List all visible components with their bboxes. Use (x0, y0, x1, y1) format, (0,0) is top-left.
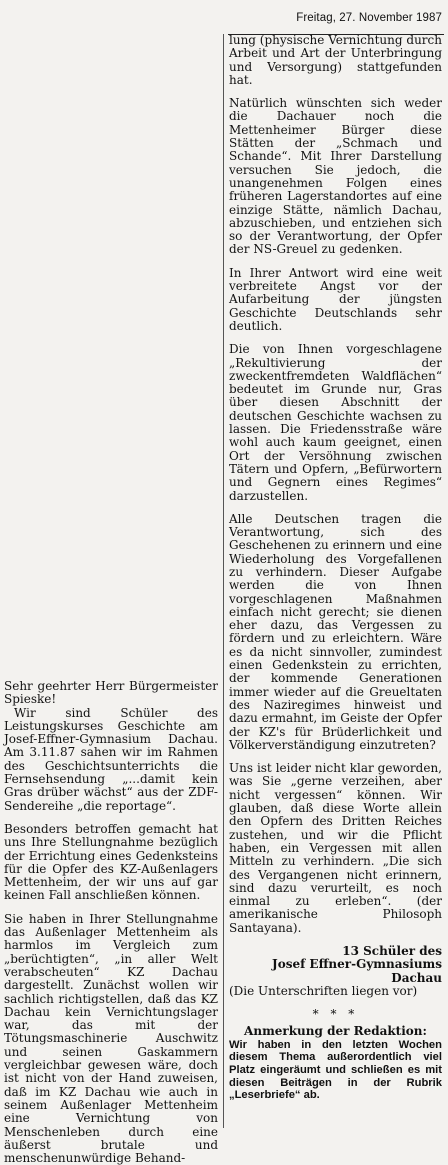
editor-note-title: Anmerkung der Redaktion: (244, 1024, 427, 1039)
right-paragraph-5: Alle Deutschen tragen die Verantwortung, sich des Geschehenen zu erinnern und eine Wiederholung des Vorgefallenen zu verhindern. Dieser Aufgabe werden die von Ihnen vorgeschlagenen Maßnahmen einfach nicht gerecht; sie dienen eher dazu, das Vergessen zu fördern und zu erleichtern. Wäre es da nicht sinnvoller, zumindest einen Gedenkstein zu errichten, der kommende Generationen immer wieder auf die Greueltaten des Naziregimes hinweist und dazu ermahnt, im Geiste der Opfer der KZ's für Brüderlichkeit und Völkerverständigung einzutreten? (229, 511, 442, 752)
editor-note-body: Wir haben in den letzten Wochen diesem Thema außerordentlich viel Platz eingeräumt und schließen es mit diesen Beiträgen in der Rubrik „Leserbriefe“ ab. (229, 1038, 442, 1102)
left-paragraph-1: Wir sind Schüler des Leistungskurses Geschichte am Josef-Effner-Gymnasium Dachau. Am 3.11.87 sahen wir im Rahmen des Geschichtsunterrichts die Fernsehsendung „...damit kein Gras drüber wächst“ aus der ZDF-Sendereihe „die reportage“. (4, 705, 218, 813)
section-stars: * * * (312, 1007, 359, 1022)
right-paragraph-3: In Ihrer Antwort wird eine weit verbreitete Angst vor der Aufarbeitung der jüngsten Geschichte Deutschlands sehr deutlich. (229, 265, 442, 333)
signature-line-1: 13 Schüler des (342, 944, 442, 958)
right-paragraph-6: Uns ist leider nicht klar geworden, was Sie „gerne verzeihen, aber nicht vergessen“ können. Wir glauben, daß diese Worte allein den Opfern des Dritten Reiches zustehen, und wir die Pflicht haben, ein Vergessen mit allen Mitteln zu verhindern. „Die sich des Vergangenen nicht erinnern, sind dazu verurteilt, es noch einmal zu erleben“. (der amerikanische Philosoph Santayana). (229, 761, 442, 935)
signature-line-2: Josef Effner-Gymnasiums (272, 957, 442, 972)
header-date: Freitag, 27. November 1987 (296, 12, 442, 24)
right-paragraph-4: Die von Ihnen vorgeschlagene „Rekultivierung der zweckentfremdeten Waldflächen“ bedeutet im Grunde nur, Gras über diesen Abschnitt der deutschen Geschichte wachsen zu lassen. Die Friedensstraße wäre wohl auch kaum geeignet, einen Ort der Versöhnung zwischen Tätern und Opfern, „Befürwortern und Gegnern eines Regimes“ darzustellen. (229, 342, 442, 503)
right-paragraph-2: Natürlich wünschten sich weder die Dachauer noch die Mettenheimer Bürger diese Stätten der „Schmach und Schande“. Mit Ihrer Darstellung versuchen Sie jedoch, die unangenehmen Folgen eines früheren Lagerstandortes auf eine einzige Stätte, nämlich Dachau, abzuschieben, und entziehen sich so der Verantwortung, der Opfer der NS-Greuel zu gedenken. (229, 96, 442, 257)
right-column (229, 34, 442, 1102)
salutation: Sehr geehrter Herr Bürgermeister Spieske! (4, 679, 218, 707)
column-divider (223, 34, 224, 1128)
left-column (4, 680, 218, 1165)
left-paragraph-2: Besonders betroffen gemacht hat uns Ihre Stellungnahme bezüglich der Errichtung eines Gedenksteins für die Opfer des KZ-Außenlagers Mettenheim, der wir uns auf gar keinen Fall anschließen können. (4, 821, 218, 903)
signature-line-3: Dachau (391, 970, 442, 985)
right-paragraph-1: lung (physische Vernichtung durch Arbeit und Art der Unterbringung und Versorgung) stattgefunden hat. (229, 33, 442, 87)
left-paragraph-3: Sie haben in Ihrer Stellungnahme das Außenlager Mettenheim als harmlos im Vergleich zum „berüchtigten“, „in aller Welt verabscheuten“ KZ Dachau dargestellt. Zunächst wollen wir sachlich richtigstellen, daß das KZ Dachau kein Vernichtungslager war, das mit der Tötungsmaschinerie Auschwitz und seinen Gaskammern vergleichbar gewesen wäre, doch ist nicht von der Hand zuweisen, daß im KZ Dachau wie auch in seinem Außenlager Mettenheim eine Vernichtung von Menschenleben durch eine äußerst brutale und menschenunwürdige Behand- (4, 911, 218, 1165)
signature-note: (Die Unterschriften liegen vor) (229, 983, 418, 998)
